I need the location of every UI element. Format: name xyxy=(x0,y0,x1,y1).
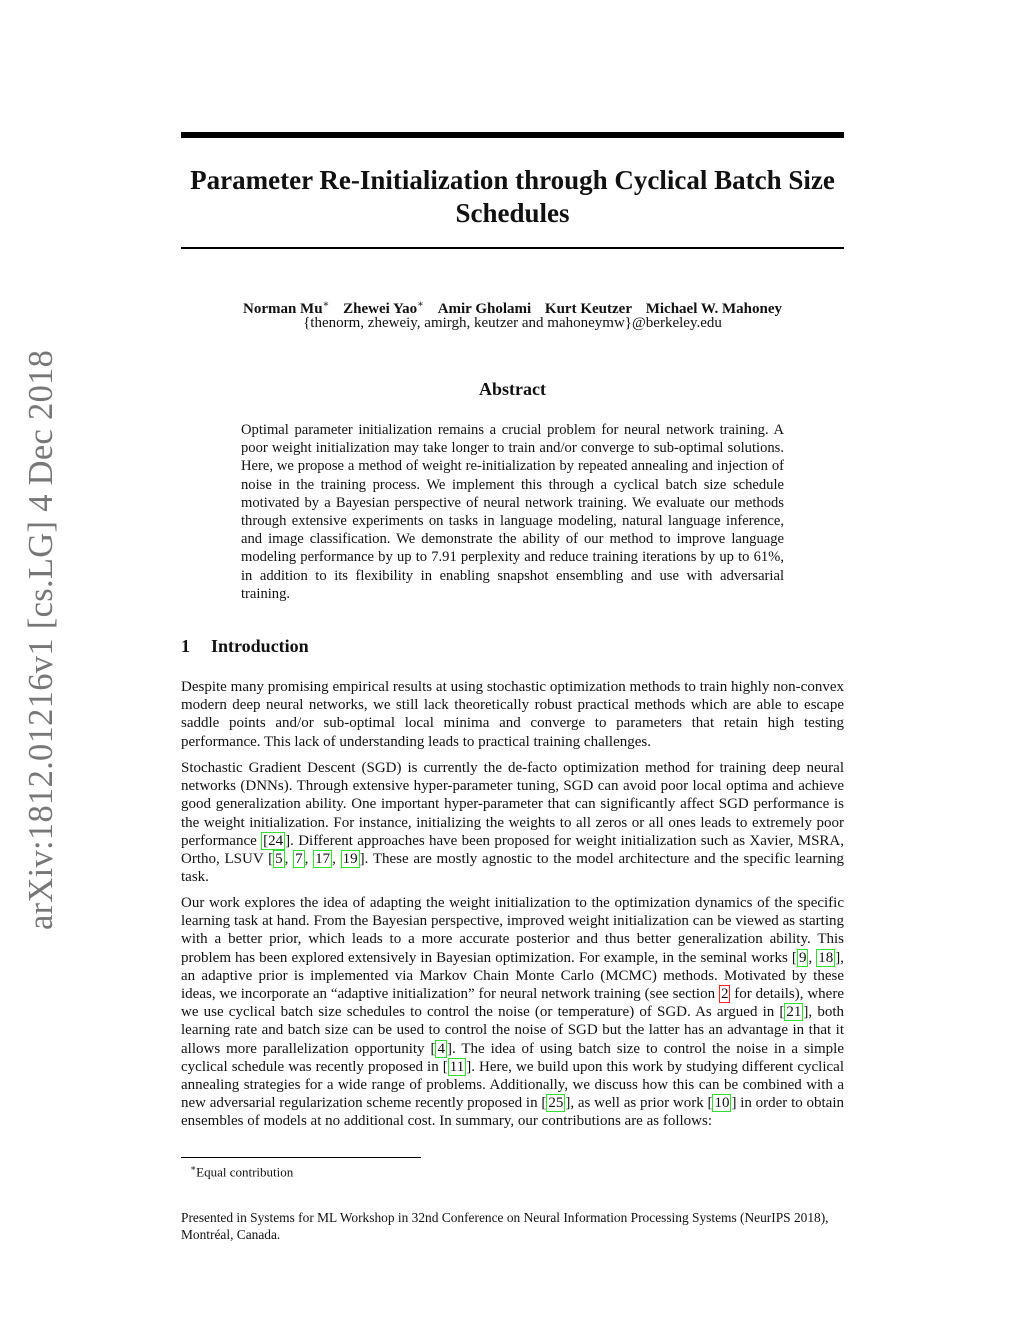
title-rule-bottom xyxy=(181,247,844,249)
citation-link[interactable]: 7 xyxy=(295,851,303,868)
citation-link[interactable]: 11 xyxy=(449,1058,465,1075)
author-name: Norman Mu∗ xyxy=(242,299,330,317)
author-emails: {thenorm, zheweiy, amirgh, keutzer and mahoneymw}@berkeley.edu xyxy=(303,315,722,331)
citation-link[interactable]: 19 xyxy=(342,851,358,868)
abstract-text: Optimal parameter initialization remains a crucial problem for neural network training. A poor weight initialization may take longer to train and/or converge to sub-optimal solutions. Here, we propose a method of weight re-initialization by repeated annealing and injection of noise in the training process. We implement this through a cyclical batch size schedule motivated by a Bayesian perspective of neural network training. We evaluate our methods through extensive experiments on tasks in language modeling, natural language inference, and image classification. We demonstrate the ability of our method to improve language modeling performance by up to 7.91 perplexity and reduce training iterations by up to 61%, in addition to its flexibility in enabling snapshot ensembling and use with adversarial training. xyxy=(241,422,784,602)
venue-note: Presented in Systems for ML Workshop in 32nd Conference on Neural Information Processing Systems (NeurIPS 2018), Montréal, Canada. xyxy=(181,1210,829,1242)
intro-paragraph-2: Stochastic Gradient Descent (SGD) is currently the de-facto optimization method for training deep neural networks (DNNs). Through extensive hyper-parameter tuning, SGD can avoid poor local optima and achieve good generalization ability. One important hyper-parameter that can significantly affect SGD performance is the weight initialization. For instance, initializing the weights to all zeros or all ones leads to extremely poor performance [24 ]. Different approaches have been proposed for weight initialization such as Xavier, MSRA, Ortho, LSUV [ 5 , 7 , 17 , 19 ]. These are mostly agnostic to the model architecture and the specific learning task. xyxy=(181,760,845,886)
citation-link[interactable]: [24 xyxy=(263,832,284,849)
section-reference-link[interactable]: 2 xyxy=(720,986,729,1003)
section-title: Introduction xyxy=(211,636,309,656)
paper-title: Parameter Re-Initialization through Cyclical Batch Size Schedules xyxy=(190,165,835,228)
author-name: Zhewei Yao∗ xyxy=(343,299,424,317)
citation-link[interactable]: 25 xyxy=(548,1095,564,1112)
author-name: Michael W. Mahoney xyxy=(645,301,782,317)
citation-link[interactable]: 5 xyxy=(275,851,283,868)
footnote: ∗Equal contribution xyxy=(190,1163,294,1180)
footnote-mark: ∗ xyxy=(190,1163,197,1173)
citation-link[interactable]: 21 xyxy=(786,1004,802,1021)
section-number: 1 xyxy=(181,636,190,656)
intro-paragraph-3: Our work explores the idea of adapting the weight initialization to the optimization dynamics of the specific learning task at hand. From the Bayesian perspective, improved weight initialization can be viewed as starting with a better prior, which leads to a more accurate posterior and thus better generalization ability. This problem has been explored extensively in Bayesian optimization. For example, in the seminal works [ 9 , 18 ], an adaptive prior is implemented via Markov Chain Monte Carlo (MCMC) methods. Motivated by these ideas, we incorporate an “adaptive initialization” for neural network training (see section 2 for details), where we use cyclical batch size schedules to control the noise (or temperature) of SGD. As argued in [ 21 ], both learning rate and batch size can be used to control the noise of SGD but the latter has an advantage in that it allows more parallelization opportunity [ 4 ]. The idea of using batch size to control the noise in a simple cyclical schedule was recently proposed in [ 11 ]. Here, we build upon this work by studying different cyclical annealing strategies for a wide range of problems. Additionally, we discuss how this can be combined with a new adversarial regularization scheme recently proposed in [ 25 ], as well as prior work [ 10 ] in order to obtain ensembles of models at no additional cost. In summary, our contributions are as follows: xyxy=(181,895,845,1130)
citation-link[interactable]: 18 xyxy=(818,949,834,966)
title-rule-top xyxy=(181,132,844,138)
author-name: Kurt Keutzer xyxy=(544,301,632,317)
footnote-mark[interactable]: ∗ xyxy=(417,299,424,310)
citation-link[interactable]: 4 xyxy=(437,1040,445,1057)
citation-link[interactable]: 9 xyxy=(798,949,807,966)
abstract-heading: Abstract xyxy=(479,379,546,399)
author-name: Amir Gholami xyxy=(437,301,532,317)
intro-paragraph-1: Despite many promising empirical results at using stochastic optimization methods to train highly non-convex modern deep neural networks, we still lack theoretically robust practical methods which are able to escape saddle points and/or sub-optimal local minima and converge to parameters that retain high testing performance. This lack of understanding leads to practical training challenges. xyxy=(181,679,844,750)
footnote-rule xyxy=(181,1157,421,1158)
arxiv-identifier-stamp: arXiv:1812.01216v1 [cs.LG] 4 Dec 2018 xyxy=(22,349,60,930)
citation-link[interactable]: 10 xyxy=(714,1095,730,1112)
footnote-mark[interactable]: ∗ xyxy=(322,299,330,310)
citation-link[interactable]: 17 xyxy=(315,851,331,868)
section-heading-introduction xyxy=(181,636,309,657)
